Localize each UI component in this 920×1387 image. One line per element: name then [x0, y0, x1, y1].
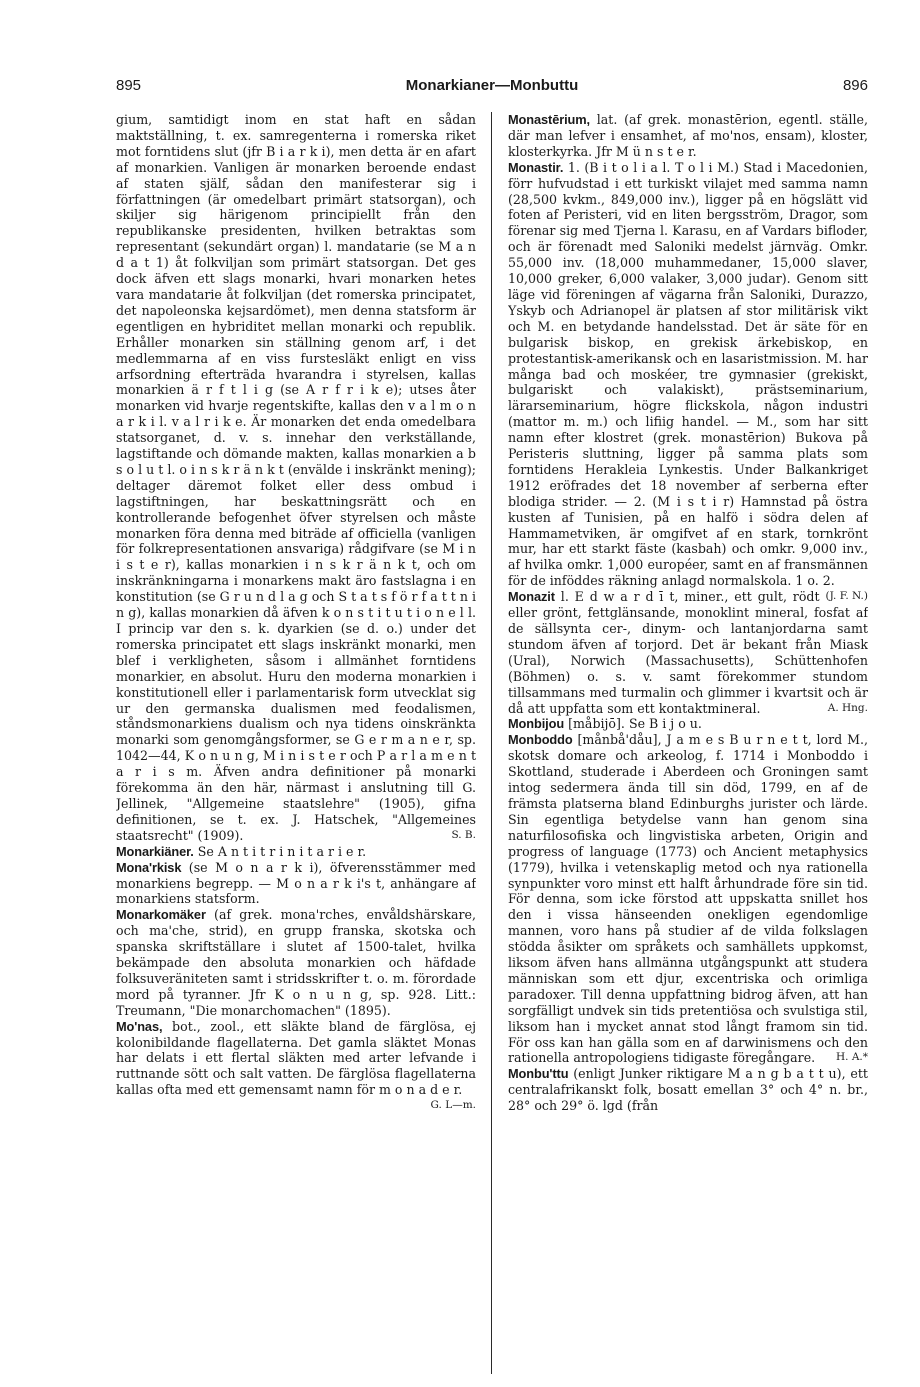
entry-headword: Monarkiäner. [116, 843, 194, 859]
entry-text: [månbå'dåu], J a m e s B u r n e t t, lord M., skotsk domare och arkeolog, f. 1714 i Monboddo i Skottland, studerade i Aberdeen och Groningen samt intog sedermera ända till sin död, 1799, en af de främsta platserna bland Edinburghs jurister och lärde. Sin egentliga betydelse vann han genom sina naturfilosofiska och lingvistiska arbeten, Origin and progress of language (1773) och Ancient metaphysics (1779), hvilka i vetenskaplig metod och nya rationella synpunkter voro minst ett halft århundrade före sin tid. För denna, som icke förstod att uppskatta snillet hos den i vissa hänseenden onekligen egendomlige mannen, voro hans på studier af de vilda folkslagen stödda åsikter om språkets och samhällets uppkomst, liksom äfven hans allmänna utgångspunkt att studera människan som ett djur, excentriska och orimliga paradoxer. Till denna uppfattning bidrog äfven, att han sorgfälligt undvek sin tids pretentiösa och svulstiga stil, liksom han i mycket annat stod långt framom sin tid. För oss kan han gälla som en af darwinismens och den rationella antropologiens tidigaste föregångare. [508, 732, 868, 1066]
entry-headword: Monbu'ttu [508, 1066, 569, 1082]
entry-headword: Monastir. [508, 159, 564, 175]
entry-text: (se M o n a r k i), öfverensstämmer med monarkiens begrepp. — M o n a r k i's t, anhängare af monarkiens statsform. [116, 859, 476, 907]
entry-monazit [508, 589, 868, 716]
page-number-left: 895 [116, 77, 142, 94]
entry-monarkisk [116, 860, 476, 908]
entry-headword: Mo'nas, [116, 1018, 163, 1034]
right-column [508, 112, 868, 1374]
entry-monbuttu [508, 1066, 868, 1114]
entry-headword: Monboddo [508, 732, 573, 748]
entry-text: (enligt Junker riktigare M a n g b a t t u), ett centralafrikanskt folk, bosatt emellan 3° och 4° n. br., 28° och 29° ö. lgd (från [508, 1066, 868, 1114]
entry-monarkomaker [116, 907, 476, 1018]
page-number-right: 896 [842, 77, 868, 94]
column-divider [491, 112, 492, 1374]
entry-headword: Monarkomäker [116, 907, 206, 923]
author-signature: S. B. [451, 828, 476, 841]
entry-headword: Monastērium, [508, 112, 590, 127]
entry-monarkianer [116, 844, 476, 860]
entry-monasterium [508, 112, 868, 160]
entry-monarki-continuation [116, 112, 476, 844]
entry-text: gium, samtidigt inom en stat haft en sådan maktställning, t. ex. samregenterna i romerska riket mot forntidens slut (jfr B i a r k i), men detta är en afart af monarkien. Vanligen är monarken beroende endast af staten själf, sådan den manifesterar sig i författningen (är omedelbart primärt statsorgan), och skiljer sig härigenom principiellt från den republikanske presidenten, hvilken betraktas som representant (sekundärt organ) l. mandatarie (se M a n d a t 1) åt folkviljan som primärt statsorgan. Det ges dock äfven ett slags monarki, hvari monarken hetes vara mandatarie åt folkviljan (det romerska principatet, det napoleonska kejsardömet), men denna statsform är egentligen en hybriditet mellan monarki och republik. Erhåller monarken sin ställning genom arf, i det medlemmarna af en viss furstesläkt enligt en viss arfsordning efterträda hvarandra i styrelsen, kallas monarkien ä r f t l i g (se A r f r i k e); utses åter monarken vid hvarje regentskifte, kallas den v a l m o n a r k i l. v a l r i k e. Är monarken det enda omedelbara statsorganet, d. v. s. innehar den verkställande, lagstiftande och dömande makten, kallas monarkien a b s o l u t l. o i n s k r ä n k t (envälde i inskränkt mening); deltager däremot folket eller dess ombud i lagstiftningen, har beskattningsrätt och en kontrollerande befogenhet öfver styrelsen och måste monarken föra denna med biträde af officiella (vanligen för folkrepresentationen ansvariga) rådgifvare (se M i n i s t e r), kallas monarkien i n s k r ä n k t, och om inskränkningarna i monarkens makt äro fastslagna i en konstitution (se G r u n d l a g och S t a t s f ö r f a t t n i n g), kallas monarkien då äfven k o n s t i t u t i o n e l l. I princip var den s. k. dyarkien (se d. o.) under det romerska principatet ett slags inskränkt monarki, men blef i verkligheten, såsom i allmänhet forntidens monarkier, en absolut. Huru den moderna monarkien i konstitutionell eller i parlamentarisk form utvecklat sig ur den germanska dualismen med feodalismen, ståndsmonarkiens dualism och nya tidens oinskränkta monarki som genomgångsformer, se G e r m a n e r, sp. 1042—44, K o n u n g, M i n i s t e r och P a r l a m e n t a r i s m. Äfven andra definitioner på monarki förekomma än den här, närmast i anslutning till G. Jellinek, "Allgemeine staatslehre" (1905), gifna definitionen, se t. ex. J. Hatschek, "Allgemeines staatsrecht" (1909). [116, 112, 476, 843]
entry-text: lat. (af grek. monastērion, egentl. ställe, där man lefver i ensamhet, af mo'nos, ensam), kloster, klosterkyrka. Jfr M ü n s t e r. [508, 112, 868, 159]
entry-text: (af grek. mona'rches, envåldshärskare, och ma'che, strid), en grupp franska, skotska och spanska skriftställare i slutet af 1500-talet, hvilka bekämpade den absoluta monarkien och häfdade folksuveräniteten samt i stridsskrifter t. o. m. förordade mord på tyranner. Jfr K o n u n g, sp. 928. Litt.: Treumann, "Die monarchomachen" (1895). [116, 907, 476, 1018]
left-column [116, 112, 476, 1374]
author-signature: (J. F. N.) [825, 590, 868, 603]
entry-text: bot., zool., ett släkte bland de färglösa, ej kolonibildande flagellaterna. Det gamla släktet Monas har delats i ett flertal släkten med arter lefvande i ruttnande sött och salt vatten. De färglösa flagellaterna kallas ofta med ett gemensamt namn för m o n a d e r. [116, 1018, 476, 1098]
entry-text: l. E d w a r d ī t, miner., ett gult, rödt eller grönt, fettglänsande, monoklint mineral, fosfat af de sällsynta cer-, dinym- och lantanjordarna samt stundom äfven af torjord. Det är bekant från Miask (Ural), Norwich (Massachusetts), Schüttenhofen (Böhmen) o. s. v. samt förekommer stundom tillsammans med turmalin och glimmer i kvartsit och är då att uppfatta som ett kontaktmineral. [508, 589, 868, 716]
author-signature: H. A.* [835, 1051, 868, 1064]
entry-monboddo [508, 732, 868, 1066]
entry-text: Se A n t i t r i n i t a r i e r. [197, 843, 367, 859]
entry-text: [måbijō]. Se B i j o u. [568, 716, 702, 732]
running-title: Monarkianer—Monbuttu [405, 77, 579, 94]
entry-headword: Mona'rkisk [116, 859, 182, 875]
entry-monas [116, 1018, 476, 1112]
author-signature: G. L—m. [430, 1099, 476, 1112]
page-header [116, 77, 868, 97]
entry-text: 1. (B i t o l i a l. T o l i M.) Stad i Macedonien, förr hufvudstad i ett turkiskt vilajet med samma namn (28,500 kvkm., 849,000 inv.), ligger på en högslätt vid foten af Peristeri, vid en liten bergsström, Dragor, som förenar sig med Tjerna l. Karasu, en af Vardars bifloder, och är förenadt med Saloniki medelst järnväg. Omkr. 55,000 inv. (18,000 muhammedaner, 15,000 slaver, 10,000 greker, 6,000 valaker, 3,000 judar). Genom sitt läge vid föreningen af vägarna från Saloniki, Durazzo, Yskyb och Adrianopel är platsen af stor militärisk vikt och M. en betydande handelsstad. Det är säte för en bulgarisk biskop, en grekisk ärkebiskop, en protestantisk-amerikansk och en lasaristmission. M. har många bad och moskéer, tre gymnasier (grekiskt, bulgariskt och valakiskt), prästseminarium, lärarseminarium, högre flickskola, någon industri (mattor m. m.) och lifiig handel. — M., som har sitt namn efter klostret (grek. monastērion) Bukova på Peristeris sluttning, ligger på samma plats som forntidens Herakleia Lynkestis. Under Balkankriget 1912 eröfrades det 18 november af serberna efter blodiga strider. — 2. (M i s t i r) Hamnstad på östra kusten af Tunisien, på en halfö i södra delen af Hammametviken, är omgifvet af en stark, tornkrönt mur, har ett starkt fäste (kasbah) och omkr. 9,000 inv., af hvilka omkr. 1,000 européer, samt en af fransmännen för de inföddes räkning anlagd normalskola. 1 o. 2. [508, 159, 868, 589]
entry-headword: Monazit [508, 589, 555, 605]
author-signature: A. Hng. [827, 701, 868, 714]
entry-headword: Monbijou [508, 716, 565, 732]
entry-monbijou [508, 716, 868, 732]
